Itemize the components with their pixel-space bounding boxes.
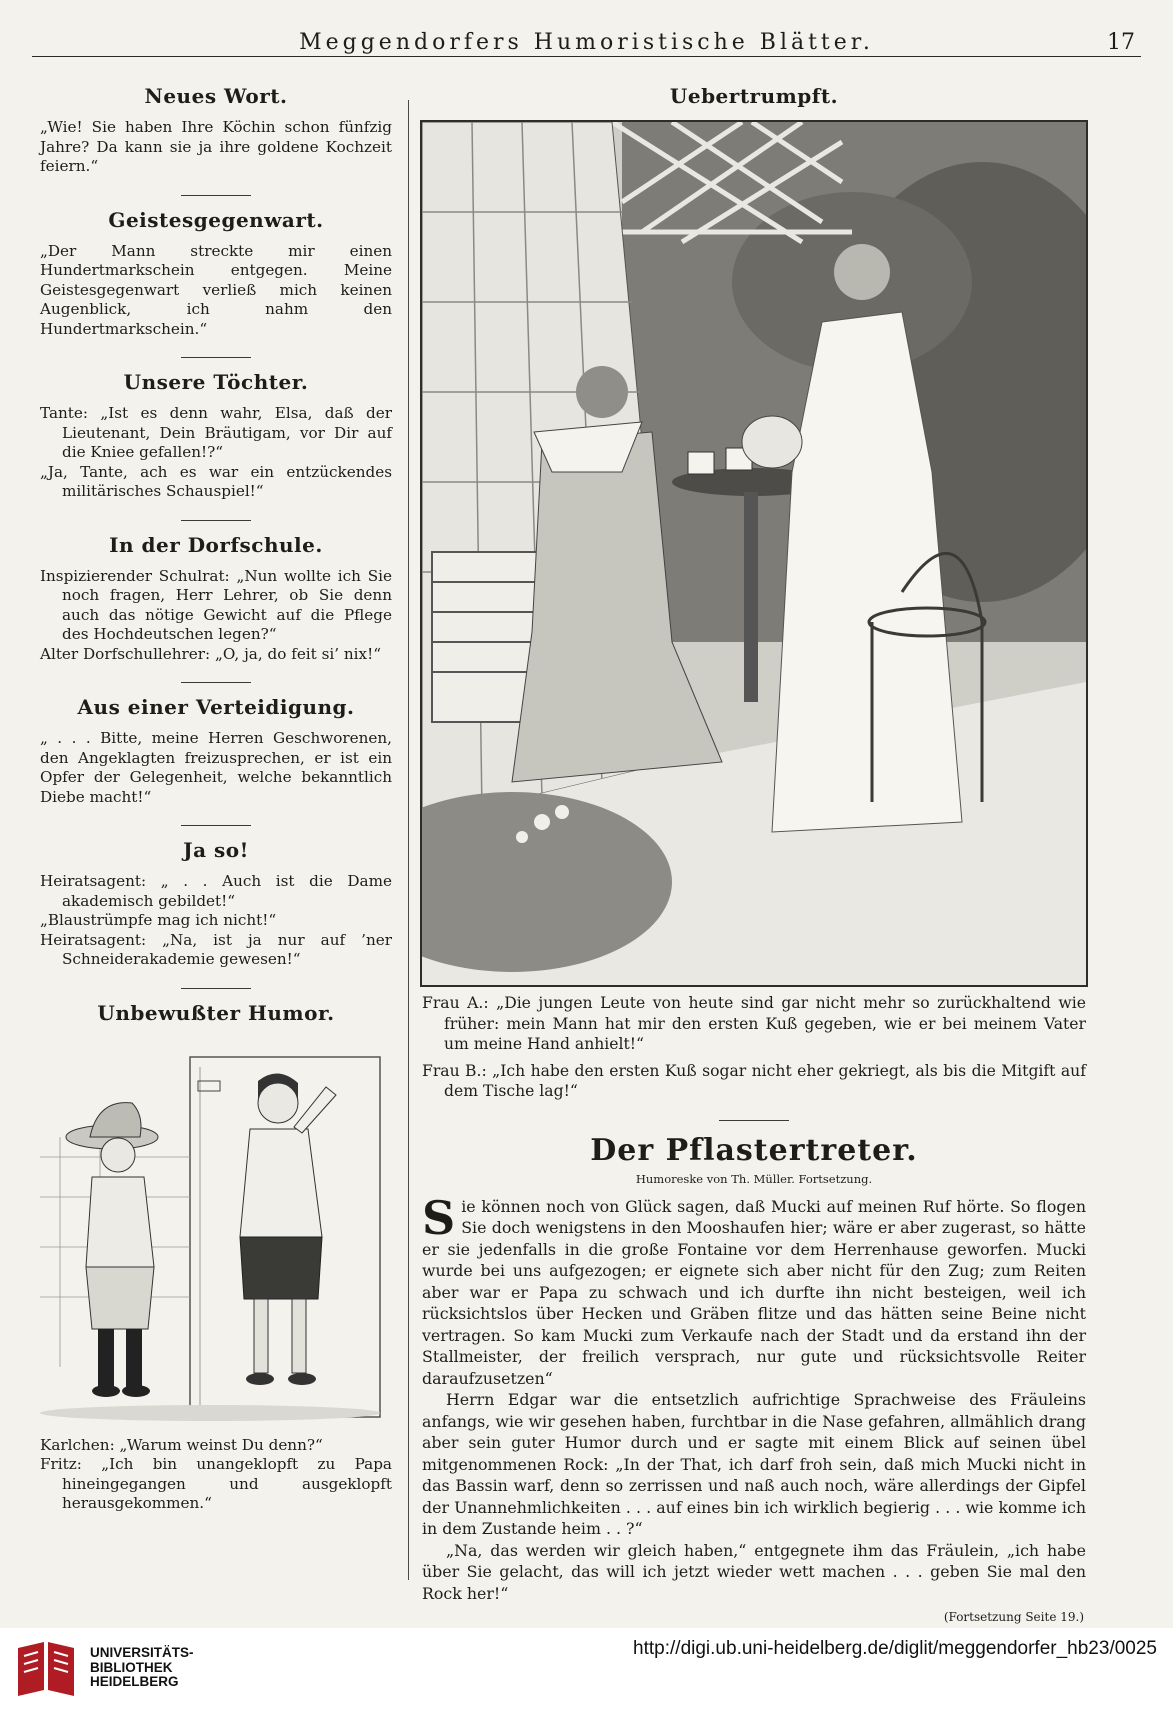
library-name xyxy=(90,1646,194,1690)
joke-heading: Unbewußter Humor. xyxy=(97,1000,335,1025)
boys-caption-line: Karlchen: „Warum weinst Du denn?“ xyxy=(40,1435,323,1454)
joke-text: „Wie! Sie haben Ihre Köchin schon fünfzig Jahre? Da kann sie ja ihre goldene Kochzeit feiern.“ xyxy=(40,118,392,175)
column-rule xyxy=(408,100,409,1580)
joke-text: „Blaustrümpfe mag ich nicht!“ xyxy=(40,911,277,929)
joke-heading: In der Dorfschule. xyxy=(109,532,323,557)
library-logo-icon xyxy=(14,1642,78,1696)
separator-rule xyxy=(181,357,251,358)
joke-verteidigung xyxy=(40,695,392,807)
joke-text: Heiratsagent: „Na, ist ja nur auf ’ner Schneiderakademie gewesen!“ xyxy=(40,930,392,968)
joke-heading: Ja so! xyxy=(183,838,249,862)
right-column xyxy=(414,74,1094,1624)
joke-ja-so xyxy=(40,838,392,970)
joke-text: „Der Mann streckte mir einen Hundertmarkschein entgegen. Meine Geistesgegenwart verließ mich keinen Augenblick, ich nahm den Hundertmarkschein.“ xyxy=(40,241,392,338)
joke-geistesgegenwart xyxy=(40,208,392,340)
running-head xyxy=(32,22,1141,57)
separator-rule xyxy=(719,1120,789,1121)
library-name-line: UNIVERSITÄTS- xyxy=(90,1645,194,1660)
joke-text: Inspizierender Schulrat: „Nun wollte ich Sie noch fragen, Herr Lehrer, ob Sie denn auch das nötige Gewicht auf die Pflege des Hochdeutschen legen?“ xyxy=(40,566,392,643)
joke-neues-wort xyxy=(40,84,392,177)
library-name-line: BIBLIOTHEK xyxy=(90,1659,173,1675)
cartoon-caption-line: Frau B.: „Ich habe den ersten Kuß sogar nicht eher gekriegt, als bis die Mitgift auf dem Tische lag!“ xyxy=(422,1061,1086,1100)
cartoon-caption-line: Frau A.: „Die jungen Leute von heute sind gar nicht mehr so zurückhaltend wie früher: mein Mann hat mir den ersten Kuß gegeben, wie er bei meinem Vater um meine Hand anhielt!“ xyxy=(422,994,1086,1053)
joke-text: „Ja, Tante, ach es war ein entzückendes militärisches Schauspiel!“ xyxy=(40,462,392,500)
story-paragraph: „Na, das werden wir gleich haben,“ entgegnete ihm das Fräulein, „ich habe über Sie gelacht, das will ich jetzt wieder wett machen . . . geben Sie mal den Rock her!“ xyxy=(422,1540,1086,1603)
story-pflastertreter xyxy=(414,1133,1094,1625)
digitization-footer xyxy=(0,1628,1173,1709)
joke-text: Alter Dorfschullehrer: „O, ja, do feit si’ nix!“ xyxy=(40,644,381,663)
cartoon-heading: Uebertrumpft. xyxy=(669,84,839,108)
story-paragraph: Herrn Edgar war die entsetzlich aufrichtige Sprachweise des Fräuleins anfangs, wie wir gesehen haben, furchtbar in die Nase gefahren, allmählich drang aber sein guter Humor durch und er sagte mit einem Blick auf seinen übel mitgenommenen Rock: „In der That, ich darf froh sein, daß mich Mucki nicht in das Bassin warf, denn so zerrissen und naß auch noch, wäre allerdings der Gipfel der Unannehmlichkeiten . . . auf eines bin ich wirklich begierig . . . wie komme ich in dem Zustande heim . . ?“ xyxy=(422,1390,1086,1538)
running-title: Meggendorfers Humoristische Blätter. xyxy=(299,30,874,55)
continuation-note: (Fortsetzung Seite 19.) xyxy=(943,1610,1084,1624)
joke-heading: Geistesgegenwart. xyxy=(108,207,324,232)
page-number: 17 xyxy=(1107,30,1135,55)
joke-heading: Aus einer Verteidigung. xyxy=(77,695,355,719)
story-paragraph xyxy=(422,1190,1086,1390)
joke-unbewusster-humor xyxy=(40,1001,392,1514)
joke-text: Heiratsagent: „ . . Auch ist die Dame akademisch gebildet!“ xyxy=(40,872,392,910)
tea-garden-illustration xyxy=(420,120,1088,987)
left-column xyxy=(40,74,392,1514)
library-name-line: HEIDELBERG xyxy=(90,1674,179,1689)
source-url-link[interactable]: http://digi.ub.uni-heidelberg.de/diglit/meggendorfer_hb23/0025 xyxy=(633,1638,1157,1659)
joke-unsere-toechter xyxy=(40,370,392,502)
story-title: Der Pflastertreter. xyxy=(590,1132,918,1168)
separator-rule xyxy=(181,825,251,826)
joke-text: Tante: „Ist es denn wahr, Elsa, daß der Lieutenant, Dein Bräutigam, vor Dir auf die Kniee gefallen!?“ xyxy=(40,404,392,461)
separator-rule xyxy=(181,988,251,989)
joke-text: „ . . . Bitte, meine Herren Geschworenen, den Angeklagten freizusprechen, er ist ein Opfer der Gelegenheit, welche bekanntlich Diebe macht!“ xyxy=(40,729,392,806)
story-paragraph-text: ie können noch von Glück sagen, daß Mucki auf meinen Ruf hörte. So flogen Sie doch wenigstens in den Mooshaufen hier; wäre er aber zugerast, so hätte er sie jedenfalls in die große Fontaine vor dem Herrenhause geworfen. Mucki wurde bei uns aufgezogen; er eignete sich aber nicht für den Zug; zum Reiten aber war er Papa zu schwach und ich durfte ihn nicht besteigen, weil ich rücksichtslos über Hecken und Gräben flitze und das hätten seine Beine nicht vertragen. So kam Mucki zum Verkaufe nach der Stadt und da erstand ihn der Stallmeister, der freilich versprach, nur gute und rücksichtsvolle Reiter daraufzusetzen“ xyxy=(422,1196,1086,1388)
joke-heading: Unsere Töchter. xyxy=(123,370,309,394)
boys-caption-line: Fritz: „Ich bin unangeklopft zu Papa hineingegangen und ausgeklopft herausgekommen.“ xyxy=(40,1455,392,1512)
drop-cap: S xyxy=(422,1190,456,1245)
story-byline: Humoreske von Th. Müller. Fortsetzung. xyxy=(635,1171,873,1186)
joke-heading: Neues Wort. xyxy=(144,84,288,108)
separator-rule xyxy=(181,682,251,683)
two-boys-illustration xyxy=(40,1037,392,1432)
separator-rule xyxy=(181,195,251,196)
separator-rule xyxy=(181,520,251,521)
joke-dorfschule xyxy=(40,533,392,665)
